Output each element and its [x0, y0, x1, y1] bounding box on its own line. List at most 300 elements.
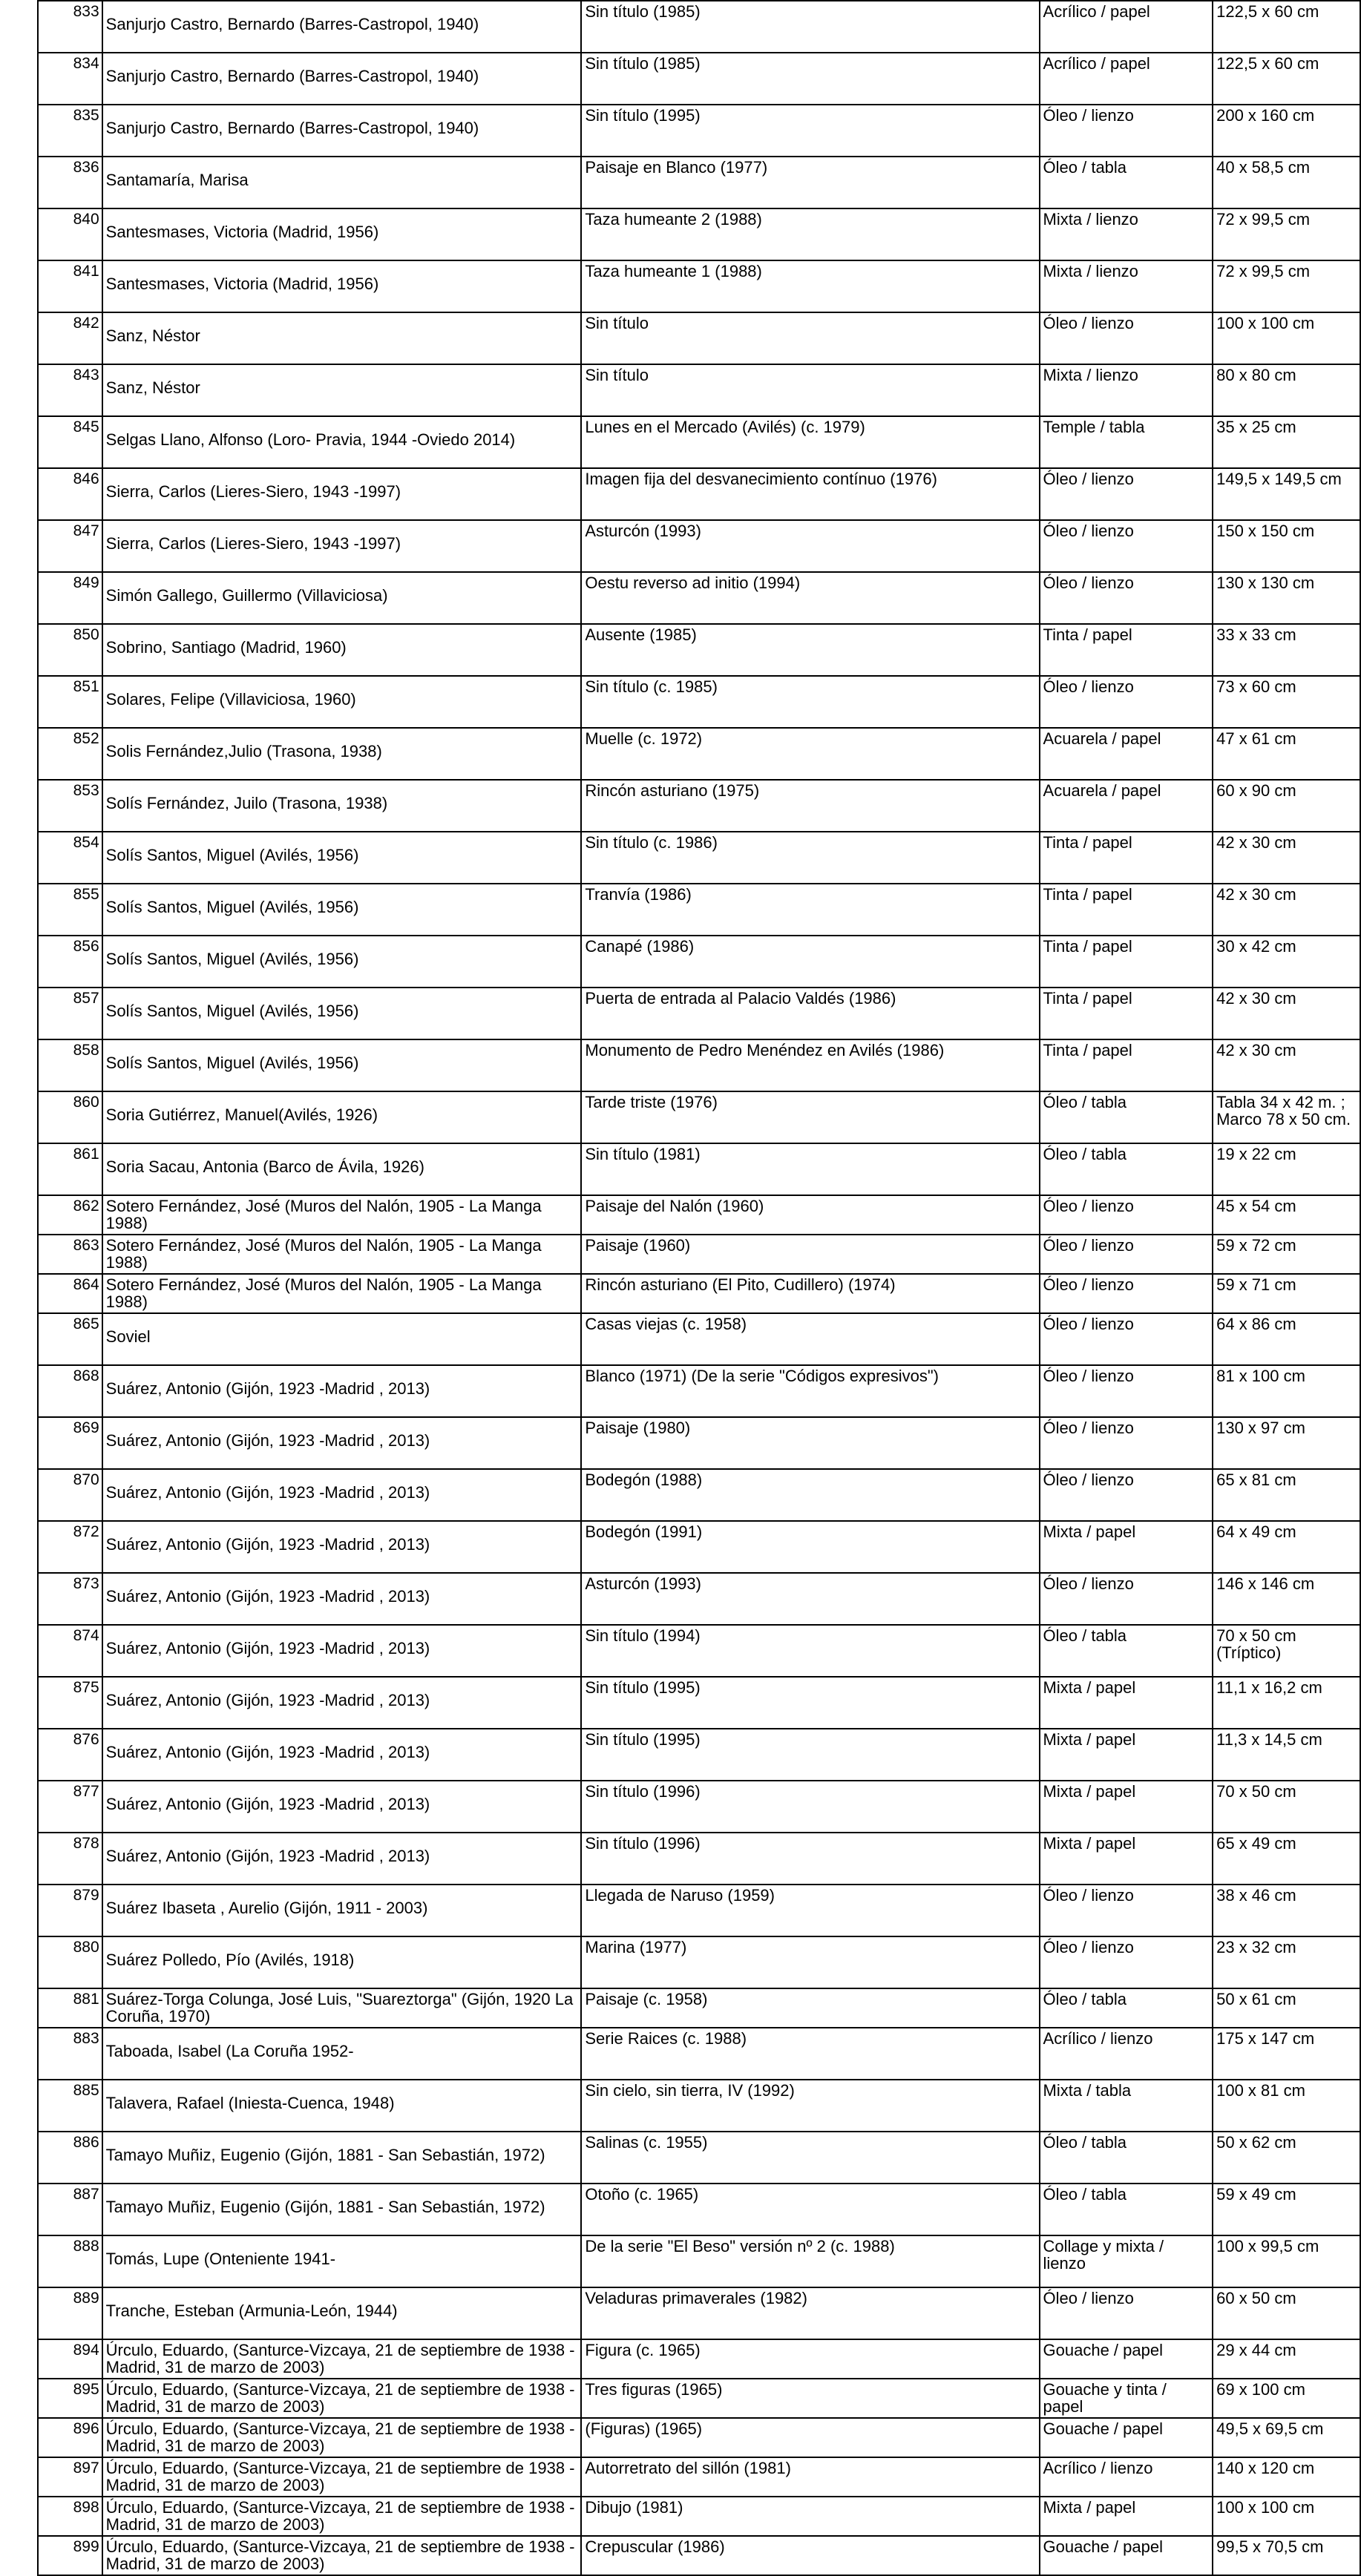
dimensions-cell: 65 x 49 cm [1213, 1833, 1360, 1885]
row-number-cell: 869 [38, 1417, 102, 1469]
table-row [38, 1677, 1360, 1729]
artist-cell: Suárez, Antonio (Gijón, 1923 -Madrid , 2013) [102, 1573, 582, 1625]
table-row [38, 1936, 1360, 1988]
table-row [38, 1, 1360, 53]
table-row [38, 988, 1360, 1039]
technique-cell: Mixta / lienzo [1040, 260, 1213, 312]
artist-cell: Selgas Llano, Alfonso (Loro- Pravia, 1944 -Oviedo 2014) [102, 416, 582, 468]
row-number-cell: 862 [38, 1195, 102, 1235]
artist-cell: Suárez, Antonio (Gijón, 1923 -Madrid , 2013) [102, 1833, 582, 1885]
row-number-cell: 835 [38, 105, 102, 157]
title-cell: Serie Raices (c. 1988) [581, 2028, 1039, 2080]
row-number-cell: 853 [38, 780, 102, 832]
title-cell: Sin título (1996) [581, 1833, 1039, 1885]
artist-cell: Taboada, Isabel (La Coruña 1952- [102, 2028, 582, 2080]
title-cell: Sin título (1994) [581, 1625, 1039, 1677]
title-cell: Salinas (c. 1955) [581, 2132, 1039, 2184]
artist-cell: Talavera, Rafael (Iniesta-Cuenca, 1948) [102, 2080, 582, 2132]
title-cell: Bodegón (1991) [581, 1521, 1039, 1573]
table-row [38, 2235, 1360, 2287]
technique-cell: Óleo / lienzo [1040, 1885, 1213, 1936]
dimensions-cell: 80 x 80 cm [1213, 364, 1360, 416]
table-row [38, 832, 1360, 884]
dimensions-cell: 50 x 61 cm [1213, 1988, 1360, 2028]
row-number-cell: 841 [38, 260, 102, 312]
dimensions-cell: 72 x 99,5 cm [1213, 260, 1360, 312]
title-cell: Sin título (1985) [581, 1, 1039, 53]
table-row [38, 1313, 1360, 1365]
title-cell: Sin título (1985) [581, 53, 1039, 105]
table-row [38, 468, 1360, 520]
title-cell: Sin título (c. 1986) [581, 832, 1039, 884]
row-number-cell: 854 [38, 832, 102, 884]
technique-cell: Óleo / lienzo [1040, 520, 1213, 572]
row-number-cell: 876 [38, 1729, 102, 1781]
row-number-cell: 861 [38, 1143, 102, 1195]
technique-cell: Óleo / lienzo [1040, 105, 1213, 157]
table-row [38, 572, 1360, 624]
table-row [38, 2536, 1360, 2575]
table-row [38, 364, 1360, 416]
table-row [38, 53, 1360, 105]
artist-cell: Soria Gutiérrez, Manuel(Avilés, 1926) [102, 1091, 582, 1143]
technique-cell: Acrílico / papel [1040, 53, 1213, 105]
row-number-cell: 896 [38, 2418, 102, 2457]
artist-cell: Suárez, Antonio (Gijón, 1923 -Madrid , 2013) [102, 1729, 582, 1781]
row-number-cell: 834 [38, 53, 102, 105]
title-cell: Taza humeante 2 (1988) [581, 208, 1039, 260]
dimensions-cell: 42 x 30 cm [1213, 1039, 1360, 1091]
title-cell: Imagen fija del desvanecimiento contínuo (1976) [581, 468, 1039, 520]
title-cell: Asturcón (1993) [581, 520, 1039, 572]
table-row [38, 2379, 1360, 2418]
technique-cell: Mixta / lienzo [1040, 364, 1213, 416]
dimensions-cell: 64 x 86 cm [1213, 1313, 1360, 1365]
dimensions-cell: 29 x 44 cm [1213, 2339, 1360, 2379]
dimensions-cell: 70 x 50 cm (Tríptico) [1213, 1625, 1360, 1677]
artist-cell: Suárez, Antonio (Gijón, 1923 -Madrid , 2013) [102, 1521, 582, 1573]
table-row [38, 1729, 1360, 1781]
technique-cell: Óleo / lienzo [1040, 572, 1213, 624]
table-row [38, 2418, 1360, 2457]
title-cell: Sin cielo, sin tierra, IV (1992) [581, 2080, 1039, 2132]
technique-cell: Óleo / lienzo [1040, 468, 1213, 520]
table-row [38, 1235, 1360, 1274]
technique-cell: Óleo / lienzo [1040, 1417, 1213, 1469]
artist-cell: Santesmases, Victoria (Madrid, 1956) [102, 208, 582, 260]
artist-cell: Solís Santos, Miguel (Avilés, 1956) [102, 1039, 582, 1091]
title-cell: Muelle (c. 1972) [581, 728, 1039, 780]
artist-cell: Sanjurjo Castro, Bernardo (Barres-Castropol, 1940) [102, 1, 582, 53]
row-number-cell: 860 [38, 1091, 102, 1143]
title-cell: De la serie "El Beso" versión nº 2 (c. 1988) [581, 2235, 1039, 2287]
artist-cell: Solis Fernández,Julio (Trasona, 1938) [102, 728, 582, 780]
technique-cell: Mixta / papel [1040, 1833, 1213, 1885]
dimensions-cell: 122,5 x 60 cm [1213, 1, 1360, 53]
dimensions-cell: 140 x 120 cm [1213, 2457, 1360, 2497]
dimensions-cell: 11,1 x 16,2 cm [1213, 1677, 1360, 1729]
artist-cell: Úrculo, Eduardo, (Santurce-Vizcaya, 21 de septiembre de 1938 - Madrid, 31 de marzo de 2003) [102, 2418, 582, 2457]
technique-cell: Mixta / papel [1040, 2497, 1213, 2536]
technique-cell: Tinta / papel [1040, 884, 1213, 936]
dimensions-cell: 38 x 46 cm [1213, 1885, 1360, 1936]
title-cell: Sin título (1995) [581, 1677, 1039, 1729]
row-number-cell: 842 [38, 312, 102, 364]
dimensions-cell: 200 x 160 cm [1213, 105, 1360, 157]
technique-cell: Óleo / lienzo [1040, 1573, 1213, 1625]
artist-cell: Sanjurjo Castro, Bernardo (Barres-Castropol, 1940) [102, 105, 582, 157]
technique-cell: Óleo / lienzo [1040, 1365, 1213, 1417]
dimensions-cell: 73 x 60 cm [1213, 676, 1360, 728]
row-number-cell: 868 [38, 1365, 102, 1417]
table-row [38, 1833, 1360, 1885]
table-row [38, 1573, 1360, 1625]
dimensions-cell: 59 x 49 cm [1213, 2184, 1360, 2235]
title-cell: Sin título [581, 312, 1039, 364]
artist-cell: Úrculo, Eduardo, (Santurce-Vizcaya, 21 de septiembre de 1938 - Madrid, 31 de marzo de 2003) [102, 2379, 582, 2418]
dimensions-cell: 122,5 x 60 cm [1213, 53, 1360, 105]
artist-cell: Suárez, Antonio (Gijón, 1923 -Madrid , 2013) [102, 1625, 582, 1677]
title-cell: Otoño (c. 1965) [581, 2184, 1039, 2235]
artist-cell: Solís Santos, Miguel (Avilés, 1956) [102, 832, 582, 884]
table-row [38, 1143, 1360, 1195]
title-cell: Casas viejas (c. 1958) [581, 1313, 1039, 1365]
technique-cell: Gouache / papel [1040, 2339, 1213, 2379]
artist-cell: Tranche, Esteban (Armunia-León, 1944) [102, 2287, 582, 2339]
row-number-cell: 851 [38, 676, 102, 728]
row-number-cell: 874 [38, 1625, 102, 1677]
technique-cell: Óleo / lienzo [1040, 2287, 1213, 2339]
artist-cell: Suárez Ibaseta , Aurelio (Gijón, 1911 - 2003) [102, 1885, 582, 1936]
table-row [38, 1521, 1360, 1573]
artist-cell: Solís Santos, Miguel (Avilés, 1956) [102, 936, 582, 988]
table-row [38, 1417, 1360, 1469]
dimensions-cell: 35 x 25 cm [1213, 416, 1360, 468]
row-number-cell: 847 [38, 520, 102, 572]
row-number-cell: 864 [38, 1274, 102, 1313]
artist-cell: Sotero Fernández, José (Muros del Nalón, 1905 - La Manga 1988) [102, 1274, 582, 1313]
table-row [38, 2080, 1360, 2132]
artist-cell: Santamaría, Marisa [102, 157, 582, 208]
technique-cell: Mixta / papel [1040, 1781, 1213, 1833]
dimensions-cell: 81 x 100 cm [1213, 1365, 1360, 1417]
artist-cell: Úrculo, Eduardo, (Santurce-Vizcaya, 21 de septiembre de 1938 - Madrid, 31 de marzo de 2003) [102, 2536, 582, 2575]
title-cell: Dibujo (1981) [581, 2497, 1039, 2536]
title-cell: (Figuras) (1965) [581, 2418, 1039, 2457]
row-number-cell: 885 [38, 2080, 102, 2132]
dimensions-cell: 69 x 100 cm [1213, 2379, 1360, 2418]
technique-cell: Óleo / lienzo [1040, 1274, 1213, 1313]
row-number-cell: 870 [38, 1469, 102, 1521]
technique-cell: Mixta / papel [1040, 1677, 1213, 1729]
table-row [38, 105, 1360, 157]
artist-cell: Sanjurjo Castro, Bernardo (Barres-Castropol, 1940) [102, 53, 582, 105]
title-cell: Oestu reverso ad initio (1994) [581, 572, 1039, 624]
table-row [38, 2339, 1360, 2379]
artist-cell: Santesmases, Victoria (Madrid, 1956) [102, 260, 582, 312]
dimensions-cell: 19 x 22 cm [1213, 1143, 1360, 1195]
title-cell: Lunes en el Mercado (Avilés) (c. 1979) [581, 416, 1039, 468]
artist-cell: Solís Santos, Miguel (Avilés, 1956) [102, 988, 582, 1039]
dimensions-cell: 42 x 30 cm [1213, 988, 1360, 1039]
table-row [38, 2457, 1360, 2497]
row-number-cell: 888 [38, 2235, 102, 2287]
table-row [38, 416, 1360, 468]
dimensions-cell: 65 x 81 cm [1213, 1469, 1360, 1521]
title-cell: Blanco (1971) (De la serie "Códigos expresivos") [581, 1365, 1039, 1417]
title-cell: Llegada de Naruso (1959) [581, 1885, 1039, 1936]
dimensions-cell: 45 x 54 cm [1213, 1195, 1360, 1235]
title-cell: Taza humeante 1 (1988) [581, 260, 1039, 312]
technique-cell: Óleo / lienzo [1040, 676, 1213, 728]
row-number-cell: 895 [38, 2379, 102, 2418]
technique-cell: Gouache / papel [1040, 2536, 1213, 2575]
row-number-cell: 836 [38, 157, 102, 208]
artist-cell: Úrculo, Eduardo, (Santurce-Vizcaya, 21 de septiembre de 1938 - Madrid, 31 de marzo de 2003) [102, 2497, 582, 2536]
artist-cell: Solares, Felipe (Villaviciosa, 1960) [102, 676, 582, 728]
artist-cell: Tamayo Muñiz, Eugenio (Gijón, 1881 - San Sebastián, 1972) [102, 2184, 582, 2235]
dimensions-cell: 64 x 49 cm [1213, 1521, 1360, 1573]
technique-cell: Tinta / papel [1040, 988, 1213, 1039]
table-row [38, 624, 1360, 676]
title-cell: Crepuscular (1986) [581, 2536, 1039, 2575]
title-cell: Asturcón (1993) [581, 1573, 1039, 1625]
technique-cell: Mixta / papel [1040, 1521, 1213, 1573]
artist-cell: Solís Santos, Miguel (Avilés, 1956) [102, 884, 582, 936]
row-number-cell: 873 [38, 1573, 102, 1625]
dimensions-cell: 99,5 x 70,5 cm [1213, 2536, 1360, 2575]
dimensions-cell: Tabla 34 x 42 m. ; Marco 78 x 50 cm. [1213, 1091, 1360, 1143]
table-row [38, 2132, 1360, 2184]
table-row [38, 780, 1360, 832]
artist-cell: Suárez, Antonio (Gijón, 1923 -Madrid , 2013) [102, 1781, 582, 1833]
technique-cell: Tinta / papel [1040, 936, 1213, 988]
artist-cell: Sanz, Néstor [102, 364, 582, 416]
table-row [38, 157, 1360, 208]
dimensions-cell: 60 x 90 cm [1213, 780, 1360, 832]
technique-cell: Gouache y tinta / papel [1040, 2379, 1213, 2418]
row-number-cell: 858 [38, 1039, 102, 1091]
row-number-cell: 845 [38, 416, 102, 468]
row-number-cell: 850 [38, 624, 102, 676]
dimensions-cell: 23 x 32 cm [1213, 1936, 1360, 1988]
title-cell: Rincón asturiano (El Pito, Cudillero) (1974) [581, 1274, 1039, 1313]
table-row [38, 312, 1360, 364]
artist-cell: Suárez, Antonio (Gijón, 1923 -Madrid , 2013) [102, 1677, 582, 1729]
table-row [38, 1091, 1360, 1143]
row-number-cell: 899 [38, 2536, 102, 2575]
artist-cell: Suárez, Antonio (Gijón, 1923 -Madrid , 2013) [102, 1365, 582, 1417]
row-number-cell: 863 [38, 1235, 102, 1274]
title-cell: Paisaje (c. 1958) [581, 1988, 1039, 2028]
title-cell: Marina (1977) [581, 1936, 1039, 1988]
dimensions-cell: 150 x 150 cm [1213, 520, 1360, 572]
table-row [38, 208, 1360, 260]
dimensions-cell: 149,5 x 149,5 cm [1213, 468, 1360, 520]
inventory-table-body [38, 1, 1360, 2575]
row-number-cell: 856 [38, 936, 102, 988]
title-cell: Paisaje del Nalón (1960) [581, 1195, 1039, 1235]
dimensions-cell: 33 x 33 cm [1213, 624, 1360, 676]
row-number-cell: 849 [38, 572, 102, 624]
title-cell: Sin título (1995) [581, 1729, 1039, 1781]
technique-cell: Mixta / papel [1040, 1729, 1213, 1781]
dimensions-cell: 30 x 42 cm [1213, 936, 1360, 988]
title-cell: Tres figuras (1965) [581, 2379, 1039, 2418]
row-number-cell: 855 [38, 884, 102, 936]
technique-cell: Collage y mixta / lienzo [1040, 2235, 1213, 2287]
artist-cell: Sotero Fernández, José (Muros del Nalón, 1905 - La Manga 1988) [102, 1235, 582, 1274]
title-cell: Bodegón (1988) [581, 1469, 1039, 1521]
title-cell: Figura (c. 1965) [581, 2339, 1039, 2379]
table-row [38, 520, 1360, 572]
table-row [38, 728, 1360, 780]
row-number-cell: 889 [38, 2287, 102, 2339]
dimensions-cell: 130 x 130 cm [1213, 572, 1360, 624]
table-row [38, 1625, 1360, 1677]
dimensions-cell: 59 x 72 cm [1213, 1235, 1360, 1274]
dimensions-cell: 70 x 50 cm [1213, 1781, 1360, 1833]
technique-cell: Tinta / papel [1040, 624, 1213, 676]
artist-cell: Sierra, Carlos (Lieres-Siero, 1943 -1997) [102, 520, 582, 572]
technique-cell: Acuarela / papel [1040, 728, 1213, 780]
row-number-cell: 887 [38, 2184, 102, 2235]
technique-cell: Óleo / lienzo [1040, 1235, 1213, 1274]
dimensions-cell: 130 x 97 cm [1213, 1417, 1360, 1469]
artist-cell: Úrculo, Eduardo, (Santurce-Vizcaya, 21 de septiembre de 1938 - Madrid, 31 de marzo de 2003) [102, 2339, 582, 2379]
table-row [38, 2497, 1360, 2536]
technique-cell: Mixta / lienzo [1040, 208, 1213, 260]
table-row [38, 936, 1360, 988]
artist-cell: Tomás, Lupe (Onteniente 1941- [102, 2235, 582, 2287]
technique-cell: Gouache / papel [1040, 2418, 1213, 2457]
dimensions-cell: 100 x 99,5 cm [1213, 2235, 1360, 2287]
row-number-cell: 886 [38, 2132, 102, 2184]
artist-cell: Suárez, Antonio (Gijón, 1923 -Madrid , 2013) [102, 1469, 582, 1521]
dimensions-cell: 100 x 81 cm [1213, 2080, 1360, 2132]
dimensions-cell: 42 x 30 cm [1213, 884, 1360, 936]
title-cell: Rincón asturiano (1975) [581, 780, 1039, 832]
technique-cell: Óleo / tabla [1040, 2184, 1213, 2235]
technique-cell: Óleo / tabla [1040, 1091, 1213, 1143]
title-cell: Veladuras primaverales (1982) [581, 2287, 1039, 2339]
dimensions-cell: 40 x 58,5 cm [1213, 157, 1360, 208]
dimensions-cell: 50 x 62 cm [1213, 2132, 1360, 2184]
dimensions-cell: 11,3 x 14,5 cm [1213, 1729, 1360, 1781]
table-row [38, 1988, 1360, 2028]
artist-cell: Suárez-Torga Colunga, José Luis, "Suareztorga" (Gijón, 1920 La Coruña, 1970) [102, 1988, 582, 2028]
row-number-cell: 878 [38, 1833, 102, 1885]
title-cell: Paisaje (1960) [581, 1235, 1039, 1274]
row-number-cell: 894 [38, 2339, 102, 2379]
row-number-cell: 875 [38, 1677, 102, 1729]
row-number-cell: 880 [38, 1936, 102, 1988]
title-cell: Monumento de Pedro Menéndez en Avilés (1986) [581, 1039, 1039, 1091]
technique-cell: Mixta / tabla [1040, 2080, 1213, 2132]
technique-cell: Óleo / tabla [1040, 2132, 1213, 2184]
technique-cell: Acuarela / papel [1040, 780, 1213, 832]
row-number-cell: 883 [38, 2028, 102, 2080]
technique-cell: Tinta / papel [1040, 1039, 1213, 1091]
artist-cell: Sanz, Néstor [102, 312, 582, 364]
artist-cell: Simón Gallego, Guillermo (Villaviciosa) [102, 572, 582, 624]
technique-cell: Óleo / tabla [1040, 1988, 1213, 2028]
row-number-cell: 872 [38, 1521, 102, 1573]
row-number-cell: 833 [38, 1, 102, 53]
table-row [38, 1469, 1360, 1521]
table-row [38, 1885, 1360, 1936]
row-number-cell: 881 [38, 1988, 102, 2028]
title-cell: Sin título (c. 1985) [581, 676, 1039, 728]
technique-cell: Óleo / lienzo [1040, 312, 1213, 364]
artist-cell: Sierra, Carlos (Lieres-Siero, 1943 -1997) [102, 468, 582, 520]
technique-cell: Óleo / lienzo [1040, 1936, 1213, 1988]
table-row [38, 260, 1360, 312]
row-number-cell: 897 [38, 2457, 102, 2497]
row-number-cell: 840 [38, 208, 102, 260]
row-number-cell: 898 [38, 2497, 102, 2536]
title-cell: Sin título (1996) [581, 1781, 1039, 1833]
title-cell: Paisaje en Blanco (1977) [581, 157, 1039, 208]
dimensions-cell: 60 x 50 cm [1213, 2287, 1360, 2339]
technique-cell: Óleo / lienzo [1040, 1313, 1213, 1365]
title-cell: Ausente (1985) [581, 624, 1039, 676]
row-number-cell: 843 [38, 364, 102, 416]
table-row [38, 1365, 1360, 1417]
dimensions-cell: 100 x 100 cm [1213, 312, 1360, 364]
row-number-cell: 879 [38, 1885, 102, 1936]
artist-cell: Suárez Polledo, Pío (Avilés, 1918) [102, 1936, 582, 1988]
inventory-table [37, 0, 1361, 2576]
artist-cell: Tamayo Muñiz, Eugenio (Gijón, 1881 - San Sebastián, 1972) [102, 2132, 582, 2184]
technique-cell: Acrílico / lienzo [1040, 2028, 1213, 2080]
technique-cell: Óleo / lienzo [1040, 1195, 1213, 1235]
dimensions-cell: 72 x 99,5 cm [1213, 208, 1360, 260]
artist-cell: Sobrino, Santiago (Madrid, 1960) [102, 624, 582, 676]
row-number-cell: 852 [38, 728, 102, 780]
title-cell: Sin título (1995) [581, 105, 1039, 157]
title-cell: Puerta de entrada al Palacio Valdés (1986) [581, 988, 1039, 1039]
dimensions-cell: 175 x 147 cm [1213, 2028, 1360, 2080]
dimensions-cell: 59 x 71 cm [1213, 1274, 1360, 1313]
title-cell: Sin título (1981) [581, 1143, 1039, 1195]
title-cell: Canapé (1986) [581, 936, 1039, 988]
technique-cell: Óleo / tabla [1040, 1143, 1213, 1195]
table-row [38, 1039, 1360, 1091]
artist-cell: Soria Sacau, Antonia (Barco de Ávila, 1926) [102, 1143, 582, 1195]
technique-cell: Óleo / tabla [1040, 1625, 1213, 1677]
technique-cell: Tinta / papel [1040, 832, 1213, 884]
technique-cell: Acrílico / lienzo [1040, 2457, 1213, 2497]
artist-cell: Solís Fernández, Juilo (Trasona, 1938) [102, 780, 582, 832]
table-row [38, 2028, 1360, 2080]
table-row [38, 2287, 1360, 2339]
table-row [38, 2184, 1360, 2235]
table-row [38, 1781, 1360, 1833]
artist-cell: Sotero Fernández, José (Muros del Nalón, 1905 - La Manga 1988) [102, 1195, 582, 1235]
title-cell: Tarde triste (1976) [581, 1091, 1039, 1143]
table-row [38, 884, 1360, 936]
dimensions-cell: 100 x 100 cm [1213, 2497, 1360, 2536]
technique-cell: Temple / tabla [1040, 416, 1213, 468]
dimensions-cell: 42 x 30 cm [1213, 832, 1360, 884]
dimensions-cell: 146 x 146 cm [1213, 1573, 1360, 1625]
artist-cell: Soviel [102, 1313, 582, 1365]
title-cell: Sin título [581, 364, 1039, 416]
dimensions-cell: 49,5 x 69,5 cm [1213, 2418, 1360, 2457]
row-number-cell: 846 [38, 468, 102, 520]
technique-cell: Óleo / tabla [1040, 157, 1213, 208]
